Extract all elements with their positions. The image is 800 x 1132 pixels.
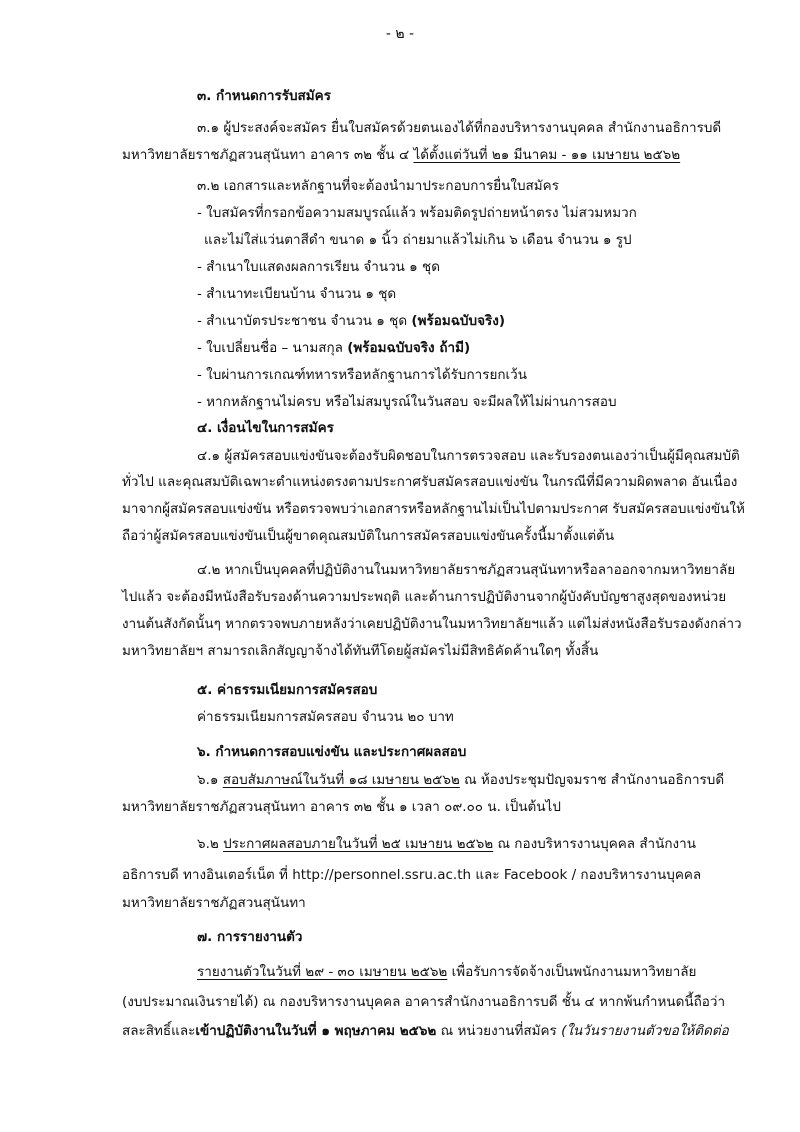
interview-date: สอบสัมภาษณ์ในวันที่ ๑๘ เมษายน ๒๕๖๒	[222, 772, 460, 788]
paragraph-6-2-line-2: อธิการบดี ทางอินเตอร์เน็ต ที่ http://personnel.ssru.ac.th และ Facebook / กองบริหารงานบุคคล	[122, 867, 702, 883]
paragraph-4-1-line-3: มาจากผู้สมัครสอบแข่งขัน หรือตรวจพบว่าเอกสารหรือหลักฐานไม่เป็นไปตามประกาศ รับสมัครสอบแข่งขันให้	[122, 501, 745, 517]
paragraph-6-1-text: ณ ห้องประชุมปัญจมราช สำนักงานอธิการบดี	[459, 772, 725, 788]
document-item-5-note: (พร้อมฉบับจริง ถ้ามี)	[347, 340, 471, 356]
paragraph-6-2-line-1	[197, 834, 696, 854]
paragraph-7-line-1-text: เพื่อรับการจัดจ้างเป็นพนักงานมหาวิทยาลัย	[447, 964, 697, 980]
application-period: ได้ตั้งแต่วันที่ ๒๑ มีนาคม - ๑๑ เมษายน ๒๕๖๒	[413, 147, 681, 163]
document-item-4-note: (พร้อมฉบับจริง)	[411, 313, 505, 329]
paragraph-3-1-line-2	[122, 145, 680, 165]
fee-text: ค่าธรรมเนียมการสมัครสอบ จำนวน ๒๐ บาท	[197, 709, 454, 725]
paragraph-4-1-line-4: ถือว่าผู้สมัครสอบแข่งขันเป็นผู้ขาดคุณสมบัติในการสมัครสอบแข่งขันครั้งนี้มาตั้งแต่ต้น	[122, 528, 615, 544]
document-item-2: - สำเนาใบแสดงผลการเรียน จำนวน ๑ ชุด	[197, 259, 440, 275]
document-item-4	[197, 311, 505, 331]
paragraph-7-line-2: (งบประมาณเงินรายได้) ณ กองบริหารงานบุคคล อาคารสำนักงานอธิการบดี ชั้น ๔ หากพ้นกำหนดนี้ถือว่า	[122, 994, 726, 1010]
paragraph-6-1-number: ๖.๑	[197, 772, 223, 788]
document-item-4-text: - สำเนาบัตรประชาชน จำนวน ๑ ชุด	[197, 313, 412, 329]
paragraph-7-line-1	[197, 962, 696, 982]
paragraph-4-2-line-1: ๔.๒ หากเป็นบุคคลที่ปฏิบัติงานในมหาวิทยาลัยราชภัฏสวนสุนันทาหรือลาออกจากมหาวิทยาลัย	[197, 562, 736, 578]
paragraph-6-1-line-2: มหาวิทยาลัยราชภัฏสวนสุนันทา อาคาร ๓๒ ชั้น ๑ เวลา ๐๙.๐๐ น. เป็นต้นไป	[122, 799, 561, 815]
document-item-5	[197, 338, 470, 358]
paragraph-7-line-3-c: ณ หน่วยงานที่สมัคร	[436, 1023, 562, 1039]
document-item-1-line-1: - ใบสมัครที่กรอกข้อความสมบูรณ์แล้ว พร้อมติดรูปถ่ายหน้าตรง ไม่สวมหมวก	[197, 205, 637, 221]
document-item-7: - หากหลักฐานไม่ครบ หรือไม่สมบูรณ์ในวันสอบ จะมีผลให้ไม่ผ่านการสอบ	[197, 394, 617, 410]
section-4-heading: ๔. เงื่อนไขในการสมัคร	[197, 420, 334, 436]
paragraph-4-2-line-3: งานต้นสังกัดนั้นๆ หากตรวจพบภายหลังว่าเคยปฏิบัติงานในมหาวิทยาลัยฯแล้ว แต่ไม่ส่งหนังสือรับรองดังกล่าว	[122, 616, 742, 632]
section-7-heading: ๗. การรายงานตัว	[197, 929, 303, 945]
report-date: รายงานตัวในวันที่ ๒๙ - ๓๐ เมษายน ๒๕๖๒	[197, 964, 448, 980]
paragraph-3-1-line-1: ๓.๑ ผู้ประสงค์จะสมัคร ยื่นใบสมัครด้วยตนเองได้ที่กองบริหารงานบุคคล สำนักงานอธิการบดี	[197, 120, 722, 136]
paragraph-4-1-line-1: ๔.๑ ผู้สมัครสอบแข่งขันจะต้องรับผิดชอบในการตรวจสอบ และรับรองตนเองว่าเป็นผู้มีคุณสมบัติ	[197, 448, 740, 464]
paragraph-4-1-line-2: ทั่วไป และคุณสมบัติเฉพาะตำแหน่งตรงตามประกาศรับสมัครสอบแข่งขัน ในกรณีที่มีความผิดพลาด อันเนื่อง	[122, 474, 738, 490]
paragraph-6-2-line-3: มหาวิทยาลัยราชภัฏสวนสุนันทา	[122, 895, 306, 911]
section-5-heading: ๕. ค่าธรรมเนียมการสมัครสอบ	[197, 682, 378, 698]
paragraph-7-line-3	[122, 1021, 729, 1041]
start-work-date: เข้าปฏิบัติงานในวันที่ ๑ พฤษภาคม ๒๕๖๒	[195, 1023, 437, 1039]
document-item-5-text: - ใบเปลี่ยนชื่อ – นามสกุล	[197, 340, 348, 356]
section-3-heading: ๓. กำหนดการรับสมัคร	[197, 88, 331, 104]
document-item-1-line-2: และไม่ใส่แว่นตาสีดำ ขนาด ๑ นิ้ว ถ่ายมาแล้วไม่เกิน ๖ เดือน จำนวน ๑ รูป	[204, 232, 632, 248]
paragraph-3-2-heading: ๓.๒ เอกสารและหลักฐานที่จะต้องนำมาประกอบการยื่นใบสมัคร	[197, 178, 559, 194]
paragraph-6-2-text: ณ กองบริหารงานบุคคล สำนักงาน	[493, 836, 696, 852]
paragraph-6-1-line-1	[197, 770, 724, 790]
page-number: - ๒ -	[385, 26, 415, 42]
result-announcement-date: ประกาศผลสอบภายในวันที่ ๒๕ เมษายน ๒๕๖๒	[223, 836, 494, 852]
paragraph-4-2-line-4: มหาวิทยาลัยฯ สามารถเลิกสัญญาจ้างได้ทันทีโดยผู้สมัครไม่มีสิทธิคัดค้านใดๆ ทั้งสิ้น	[122, 643, 599, 659]
document-item-3: - สำเนาทะเบียนบ้าน จำนวน ๑ ชุด	[197, 286, 397, 302]
paragraph-3-1-text: มหาวิทยาลัยราชภัฏสวนสุนันทา อาคาร ๓๒ ชั้น ๔	[122, 147, 414, 163]
paragraph-7-line-3-a: สละสิทธิ์และ	[122, 1023, 196, 1039]
document-item-6: - ใบผ่านการเกณฑ์ทหารหรือหลักฐานการได้รับการยกเว้น	[197, 367, 527, 383]
section-6-heading: ๖. กำหนดการสอบแข่งขัน และประกาศผลสอบ	[197, 744, 467, 760]
paragraph-6-2-number: ๖.๒	[197, 836, 224, 852]
paragraph-7-line-3-note: (ในวันรายงานตัวขอให้ติดต่อ	[561, 1023, 729, 1039]
paragraph-4-2-line-2: ไปแล้ว จะต้องมีหนังสือรับรองด้านความประพฤติ และด้านการปฏิบัติงานจากผู้บังคับบัญชาสูงสุดของหน่วย	[122, 589, 727, 605]
